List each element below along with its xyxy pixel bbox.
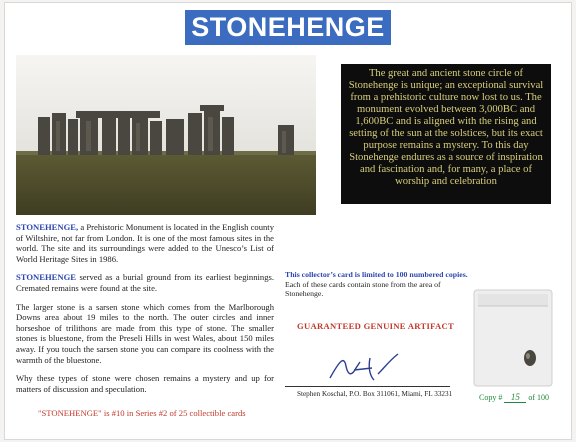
paragraph-burial <box>16 272 274 293</box>
artifact-bag <box>470 288 556 388</box>
guarantee-label: GUARANTEED GENUINE ARTIFACT <box>297 321 455 331</box>
paragraph-intro-text: a Prehistoric Monument is located in the English county of Wiltshire, not far from London. It is one of the most famous sites in the world. The site and its surroundings were added to the Unesco’s List of World Heritage Sites in 1986. <box>16 222 274 264</box>
address-line: Stephen Koschal, P.O. Box 311061, Miami, FL 33231 <box>297 390 453 398</box>
keyword-stonehenge: STONEHENGE, <box>16 222 79 232</box>
description-column <box>16 222 274 402</box>
copy-suffix: of 100 <box>528 393 550 402</box>
copy-number <box>479 392 549 403</box>
keyword-stonehenge: STONEHENGE <box>16 272 77 283</box>
copy-number-value: 15 <box>504 392 526 403</box>
signature <box>326 350 406 386</box>
paragraph-stones: The larger stone is a sarsen stone which comes from the Marlborough Downs area about 19 miles to the north. The outer circles and inner horseshoe of trilithons are made from this type of stone. The smaller stones is bluestone, from the Preseli Hills in west Wales, about 150 miles away. If you touch the sarsen stone you can compare its coolness with the warmth of the bluestone. <box>16 301 274 365</box>
copy-prefix: Copy # <box>479 393 503 402</box>
quote-box: The great and ancient stone circle of Stonehenge is unique; an exceptional survival from a prehistoric culture now lost to us. The monument evolved between 3,000BC and 1,600BC and is aligned with the rising and setting of the sun at the solstices, but its exact purpose remains a mystery. To this day Stonehenge endures as a source of inspiration and fascination and, for many, a place of worship and celebration <box>341 64 551 204</box>
card-title: STONEHENGE <box>185 10 391 45</box>
series-note: "STONEHENGE" is #10 in Series #2 of 25 collectible cards <box>38 408 246 418</box>
limit-line-2: Each of these cards contain stone from the area of Stonehenge. <box>285 279 441 298</box>
paragraph-mystery: Why these types of stone were chosen remains a mystery and up for matters of discussion and speculation. <box>16 373 274 394</box>
limit-notice <box>285 270 475 299</box>
paragraph-burial-text: served as a burial ground from its earliest beginnings. Cremated remains were found at the site. <box>16 272 274 293</box>
signature-line <box>285 386 450 387</box>
limit-line-1: This collector’s card is limited to 100 numbered copies. <box>285 270 468 279</box>
stonehenge-photo <box>16 55 316 215</box>
paragraph-intro <box>16 222 274 264</box>
